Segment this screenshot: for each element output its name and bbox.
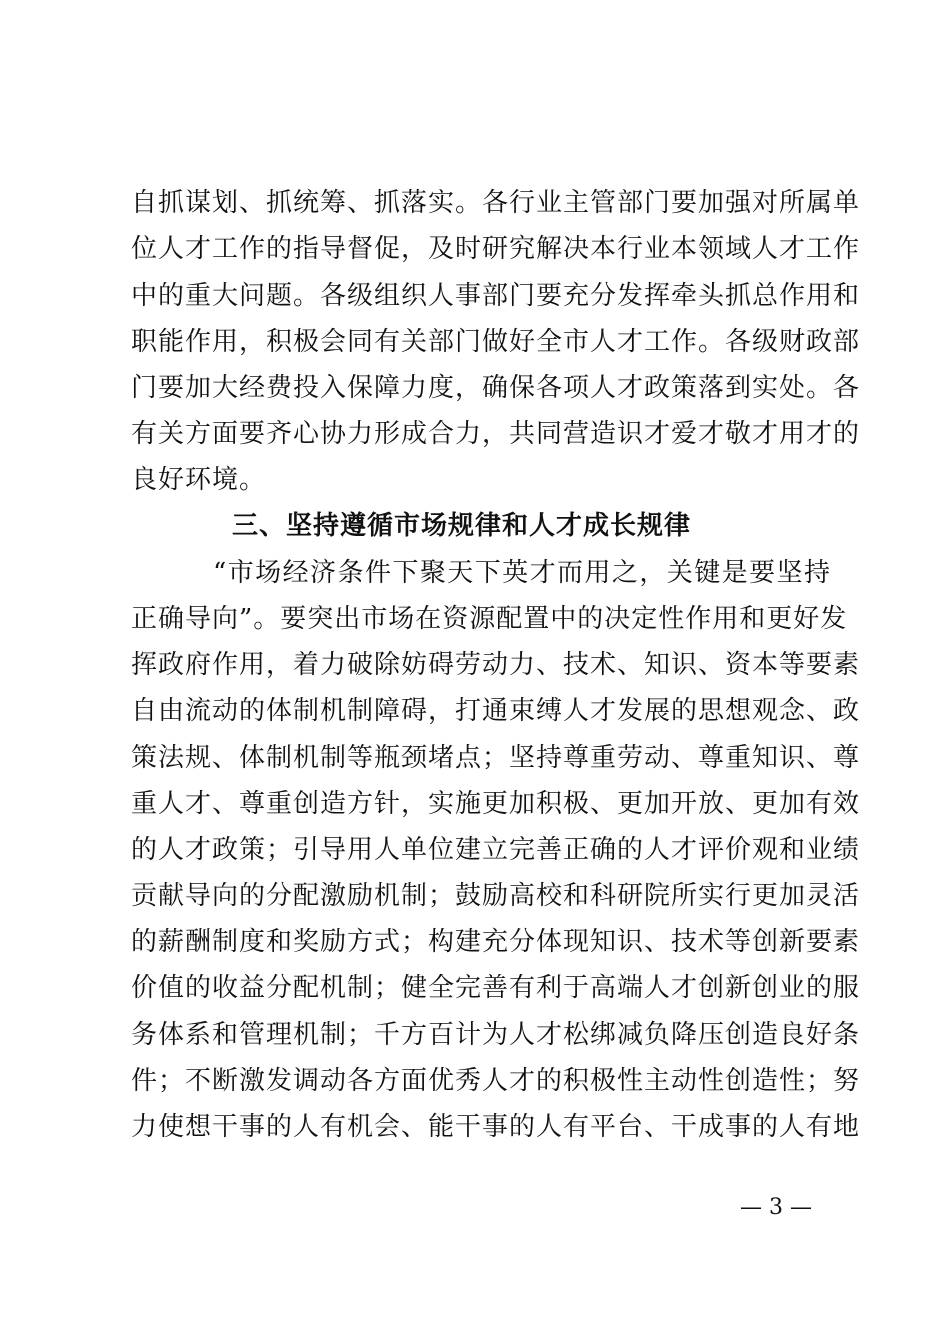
text-line: 重人才、尊重创造方针，实施更加积极、更加开放、更加有效: [131, 789, 861, 819]
text-line: 策法规、体制机制等瓶颈堵点；坚持尊重劳动、尊重知识、尊: [131, 743, 861, 773]
text-line: 的薪酬制度和奖励方式；构建充分体现知识、技术等创新要素: [131, 927, 861, 957]
section-heading: 三、坚持遵循市场规律和人才成长规律: [232, 511, 692, 541]
text-line: “市场经济条件下聚天下英才而用之，关键是要坚持: [213, 558, 831, 588]
text-line: 职能作用，积极会同有关部门做好全市人才工作。各级财政部: [131, 327, 861, 357]
text-line: 良好环境。: [131, 465, 267, 495]
text-line: 正确导向”。要突出市场在资源配置中的决定性作用和更好发: [131, 604, 848, 634]
text-line: 自抓谋划、抓统筹、抓落实。各行业主管部门要加强对所属单: [131, 188, 861, 218]
text-line: 贡献导向的分配激励机制；鼓励高校和科研院所实行更加灵活: [131, 881, 861, 911]
text-line: 门要加大经费投入保障力度，确保各项人才政策落到实处。各: [131, 373, 861, 403]
text-line: 力使想干事的人有机会、能干事的人有平台、干成事的人有地: [131, 1112, 861, 1142]
text-line: 务体系和管理机制；千方百计为人才松绑减负降压创造良好条: [131, 1020, 861, 1050]
text-line: 有关方面要齐心协力形成合力，共同营造识才爱才敬才用才的: [131, 419, 861, 449]
text-line: 中的重大问题。各级组织人事部门要充分发挥牵头抓总作用和: [131, 281, 861, 311]
text-line: 挥政府作用，着力破除妨碍劳动力、技术、知识、资本等要素: [131, 650, 861, 680]
text-line: 自由流动的体制机制障碍，打通束缚人才发展的思想观念、政: [131, 696, 861, 726]
text-line: 价值的收益分配机制；健全完善有利于高端人才创新创业的服: [131, 973, 861, 1003]
page-number: — 3 —: [740, 1195, 812, 1220]
text-line: 位人才工作的指导督促，及时研究解决本行业本领域人才工作: [131, 234, 861, 264]
text-line: 的人才政策；引导用人单位建立完善正确的人才评价观和业绩: [131, 835, 861, 865]
text-line: 件；不断激发调动各方面优秀人才的积极性主动性创造性；努: [131, 1066, 861, 1096]
